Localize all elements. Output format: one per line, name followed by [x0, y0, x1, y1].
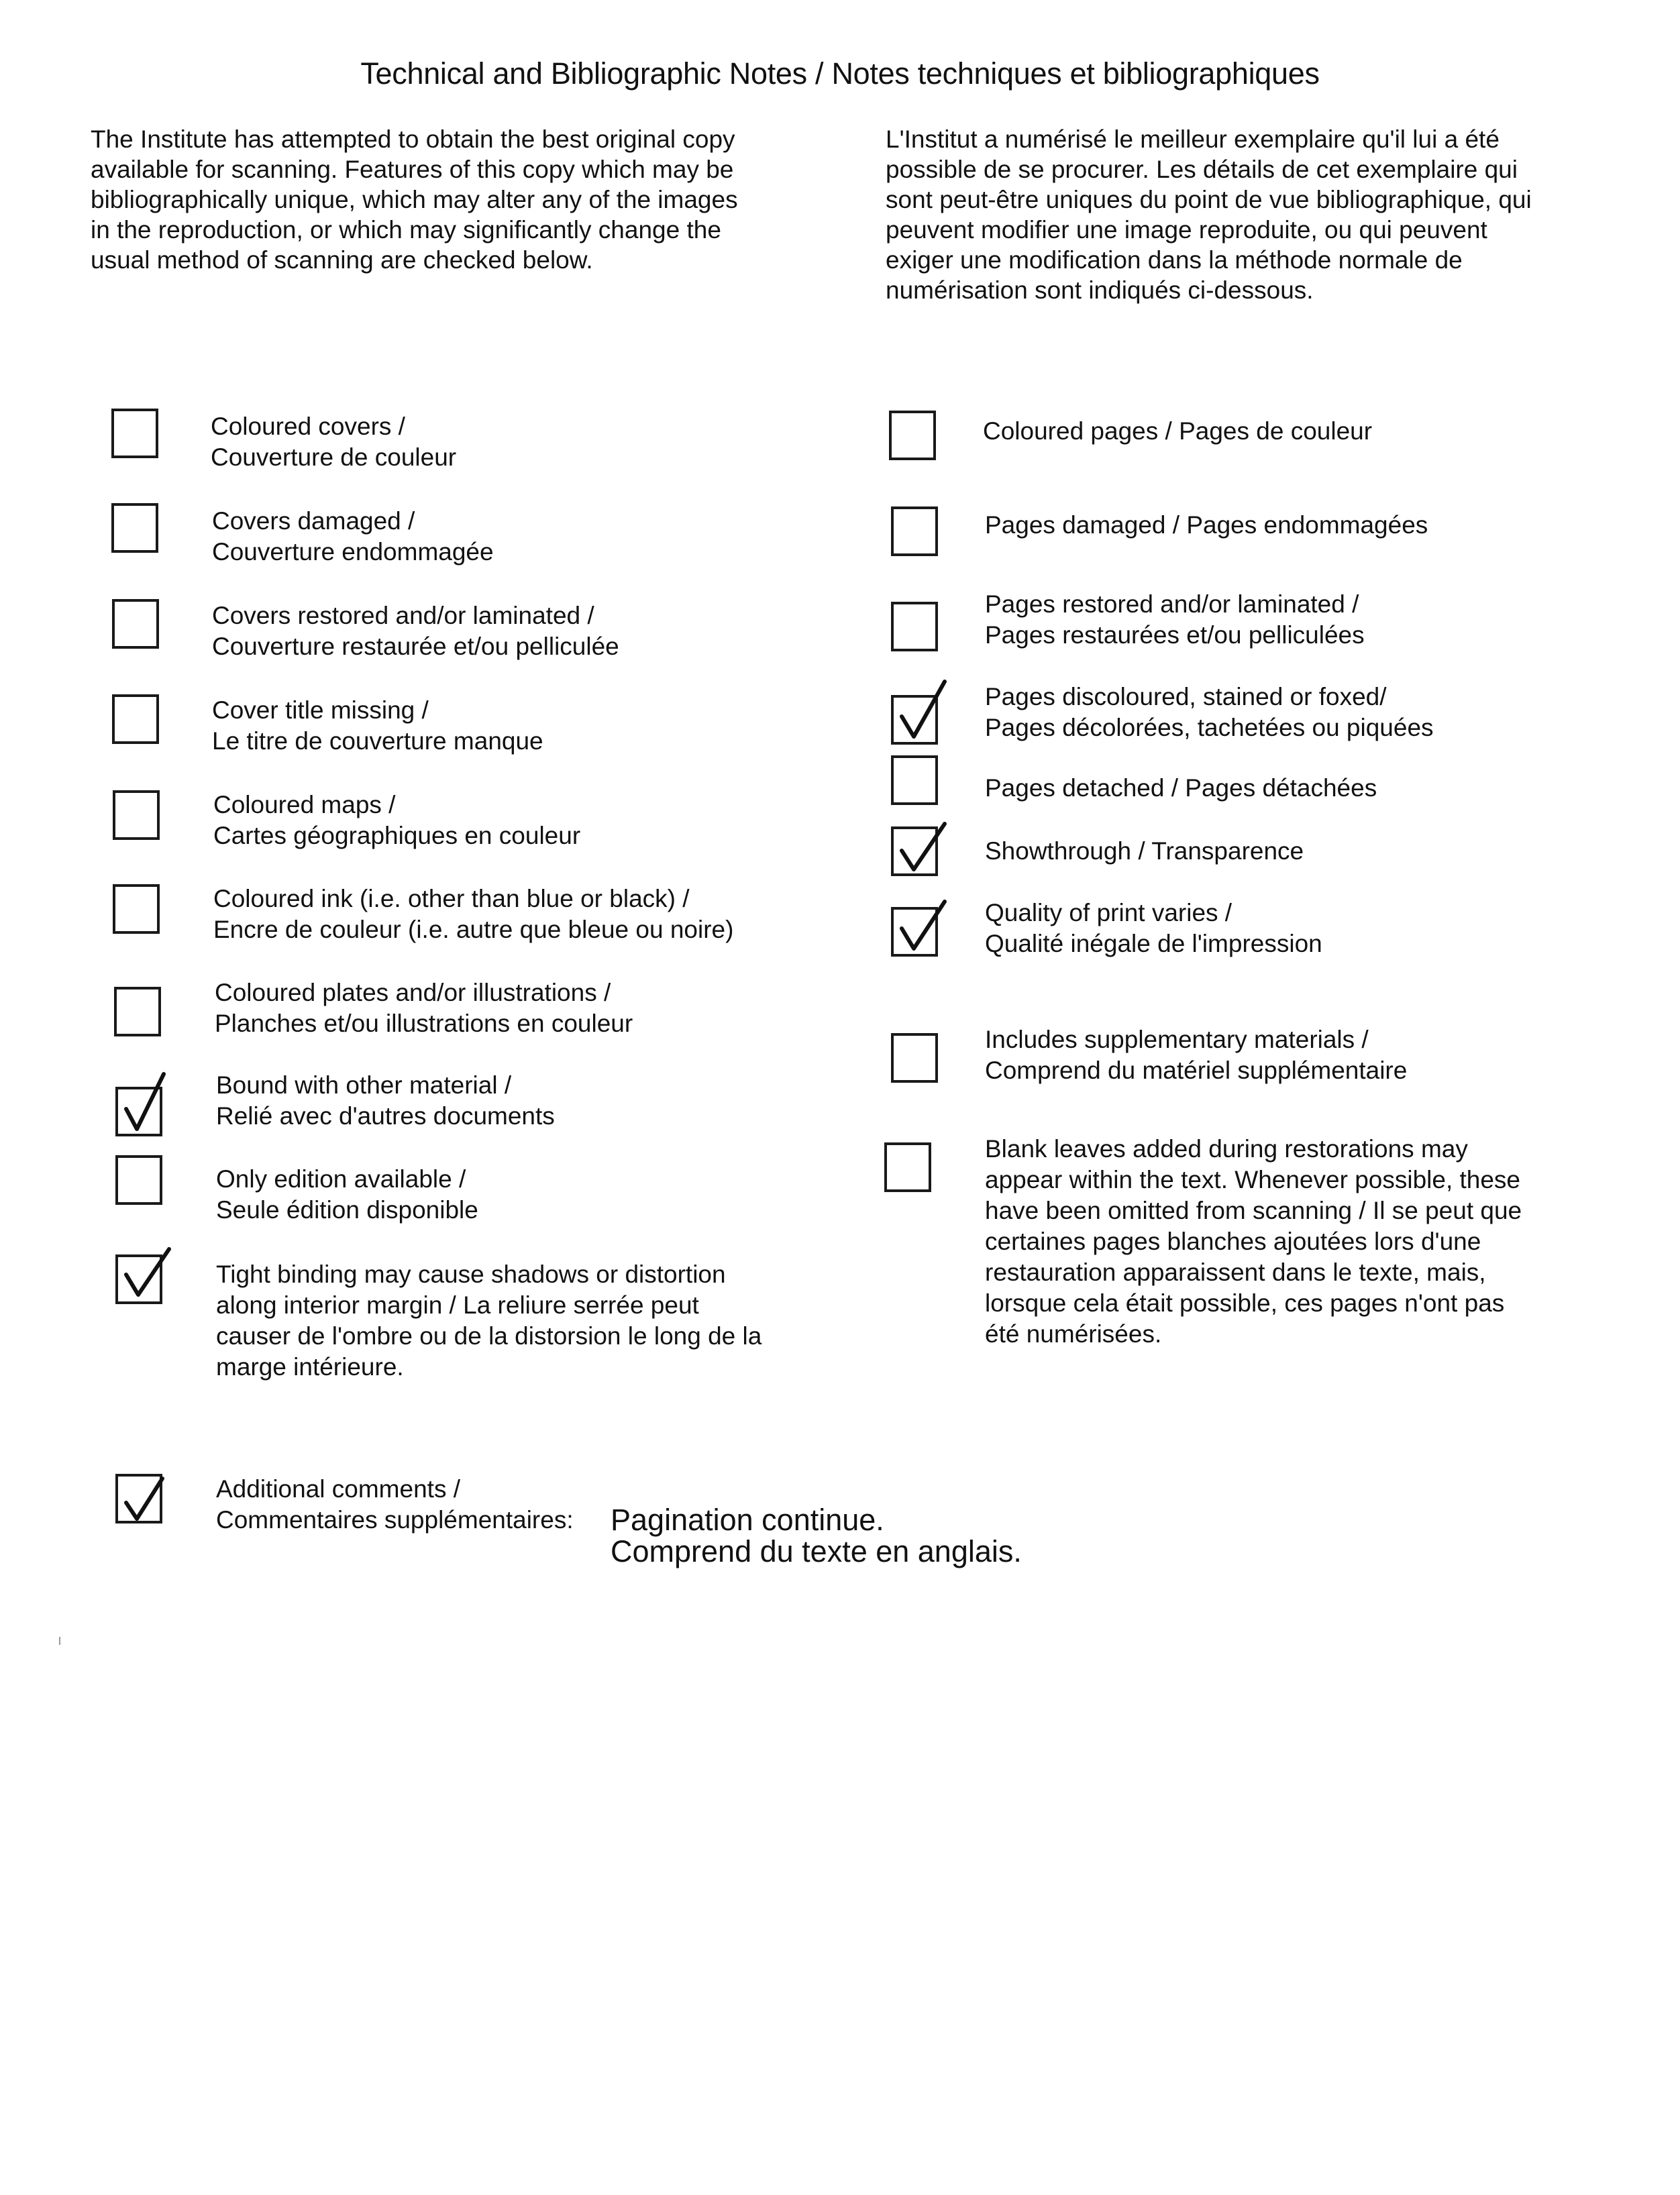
checkbox-only-edition[interactable] [115, 1155, 162, 1205]
additional-comments-label: Additional comments / Commentaires supplémentaires: [216, 1475, 574, 1534]
checkbox-coloured-ink[interactable] [113, 884, 160, 934]
intro-english: The Institute has attempted to obtain the best original copy available for scanning. Features of this copy which may be bibliographically unique, which may alter any of the images in the reproduction, or which may significantly change the usual method of scanning are checked below. [91, 125, 738, 274]
item-label-pages-detached: Pages detached / Pages détachées [985, 774, 1377, 802]
item-label-tight-binding: Tight binding may cause shadows or distortion along interior margin / La reliure serrée peut causer de l'ombre ou de la distorsion le long de la marge intérieure. [216, 1261, 762, 1381]
item-label-pages-discoloured: Pages discoloured, stained or foxed/ Pages décolorées, tachetées ou piquées [985, 683, 1434, 741]
item-label-pages-damaged: Pages damaged / Pages endommagées [985, 511, 1428, 539]
intro-french: L'Institut a numérisé le meilleur exemplaire qu'il lui a été possible de se procurer. Les détails de cet exemplaire qui sont peut-être uniques du point de vue bibliographique, qui peuvent modifier une image reproduite, ou qui peuvent exiger une modification dans la méthode normale de numérisation sont indiqués ci-dessous. [886, 125, 1532, 304]
checkbox-pages-damaged[interactable] [891, 506, 938, 556]
checkmark-icon [898, 820, 951, 880]
checkmark-icon [896, 678, 950, 745]
page-title: Technical and Bibliographic Notes / Notes techniques et bibliographiques [360, 56, 1320, 91]
additional-comments-value: Pagination continue. Comprend du texte en anglais. [611, 1503, 1022, 1568]
scan-speck [59, 1637, 60, 1645]
item-label-covers-restored: Covers restored and/or laminated / Couverture restaurée et/ou pelliculée [212, 602, 619, 660]
item-label-coloured-plates: Coloured plates and/or illustrations / Planches et/ou illustrations en couleur [215, 979, 633, 1037]
checkbox-coloured-covers[interactable] [111, 409, 158, 458]
item-label-pages-restored: Pages restored and/or laminated / Pages restaurées et/ou pelliculées [985, 590, 1365, 649]
checkbox-covers-damaged[interactable] [111, 503, 158, 553]
checkbox-coloured-plates[interactable] [114, 987, 161, 1036]
checkmark-icon [898, 898, 951, 958]
item-label-coloured-covers: Coloured covers / Couverture de couleur [211, 413, 457, 471]
checkbox-cover-title-missing[interactable] [112, 694, 159, 744]
checkbox-covers-restored[interactable] [112, 599, 159, 649]
checkbox-blank-leaves[interactable] [884, 1142, 931, 1192]
item-label-supplementary: Includes supplementary materials / Comprend du matériel supplémentaire [985, 1026, 1408, 1084]
checkbox-coloured-maps[interactable] [113, 790, 160, 840]
item-label-cover-title-missing: Cover title missing / Le titre de couverture manque [212, 696, 543, 755]
checkmark-icon [122, 1070, 169, 1137]
checkmark-icon [122, 1475, 169, 1528]
checkbox-supplementary[interactable] [891, 1033, 938, 1083]
item-label-coloured-maps: Coloured maps / Cartes géographiques en couleur [213, 791, 581, 849]
item-label-quality-varies: Quality of print varies / Qualité inégale de l'impression [985, 899, 1322, 957]
checkbox-pages-detached[interactable] [891, 755, 938, 805]
item-label-coloured-pages: Coloured pages / Pages de couleur [983, 417, 1373, 445]
checkbox-pages-restored[interactable] [891, 602, 938, 651]
item-label-coloured-ink: Coloured ink (i.e. other than blue or black) / Encre de couleur (i.e. autre que bleue ou noire) [213, 885, 734, 943]
item-label-blank-leaves: Blank leaves added during restorations may appear within the text. Whenever possible, these have been omitted from scanning / Il se peut que certaines pages blanches ajoutées lors d'une restauration apparaissent dans le texte, mais, lorsque cela était possible, ces pages n'ont pas été numérisées. [985, 1135, 1522, 1348]
item-label-covers-damaged: Covers damaged / Couverture endommagée [212, 507, 494, 566]
checkmark-icon [122, 1246, 176, 1307]
item-label-only-edition: Only edition available / Seule édition disponible [216, 1165, 478, 1224]
item-label-bound-with-other: Bound with other material / Relié avec d'autres documents [216, 1071, 555, 1130]
checkbox-coloured-pages[interactable] [889, 411, 936, 460]
item-label-showthrough: Showthrough / Transparence [985, 837, 1304, 865]
